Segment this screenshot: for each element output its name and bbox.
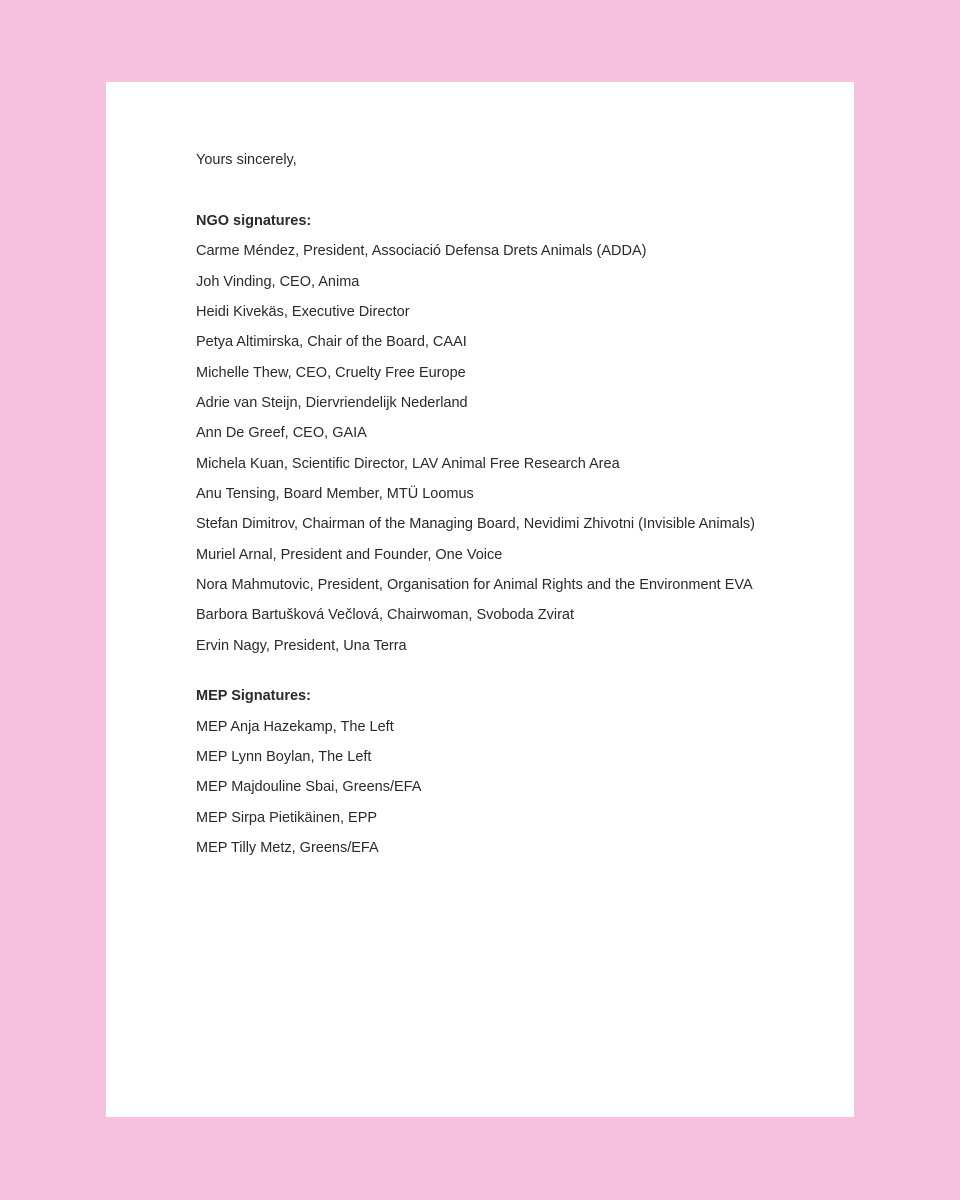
ngo-signatory: Nora Mahmutovic, President, Organisation for Animal Rights and the Environment EVA xyxy=(196,577,753,594)
ngo-signatory: Michelle Thew, CEO, Cruelty Free Europe xyxy=(196,364,466,381)
ngo-signatory: Stefan Dimitrov, Chairman of the Managing Board, Nevidimi Zhivotni (Invisible Animals) xyxy=(196,516,756,533)
mep-signatory: MEP Tilly Metz, Greens/EFA xyxy=(196,839,379,856)
section-spacer xyxy=(196,666,836,686)
mep-signatory: MEP Lynn Boylan, The Left xyxy=(196,748,372,765)
mep-signatures-heading: MEP Signatures: xyxy=(196,688,311,705)
letter-body xyxy=(196,150,836,868)
ngo-signatory: Ervin Nagy, President, Una Terra xyxy=(196,637,407,654)
mep-signatory: MEP Majdouline Sbai, Greens/EFA xyxy=(196,779,422,796)
ngo-signatory: Barbora Bartušková Večlová, Chairwoman, Svoboda Zvirat xyxy=(196,607,574,624)
closing-salutation: Yours sincerely, xyxy=(196,152,297,168)
ngo-signatory: Petya Altimirska, Chair of the Board, CAAI xyxy=(196,334,467,351)
ngo-signatory: Anu Tensing, Board Member, MTÜ Loomus xyxy=(196,486,474,503)
ngo-signatory: Adrie van Steijn, Diervriendelijk Nederland xyxy=(196,395,468,412)
mep-signature-list xyxy=(196,717,836,858)
ngo-signatory: Michela Kuan, Scientific Director, LAV Animal Free Research Area xyxy=(196,455,620,472)
ngo-signatory: Heidi Kivekäs, Executive Director xyxy=(196,304,410,321)
ngo-signatory: Ann De Greef, CEO, GAIA xyxy=(196,425,367,442)
ngo-signatory: Muriel Arnal, President and Founder, One Voice xyxy=(196,546,503,563)
mep-signatory: MEP Sirpa Pietikäinen, EPP xyxy=(196,809,378,826)
ngo-signature-list xyxy=(196,241,836,655)
ngo-signatory: Joh Vinding, CEO, Anima xyxy=(196,273,360,290)
ngo-signatory: Carme Méndez, President, Associació Defensa Drets Animals (ADDA) xyxy=(196,243,647,260)
ngo-signatures-heading: NGO signatures: xyxy=(196,213,312,229)
document-page xyxy=(106,82,854,1117)
mep-signatory: MEP Anja Hazekamp, The Left xyxy=(196,718,394,735)
